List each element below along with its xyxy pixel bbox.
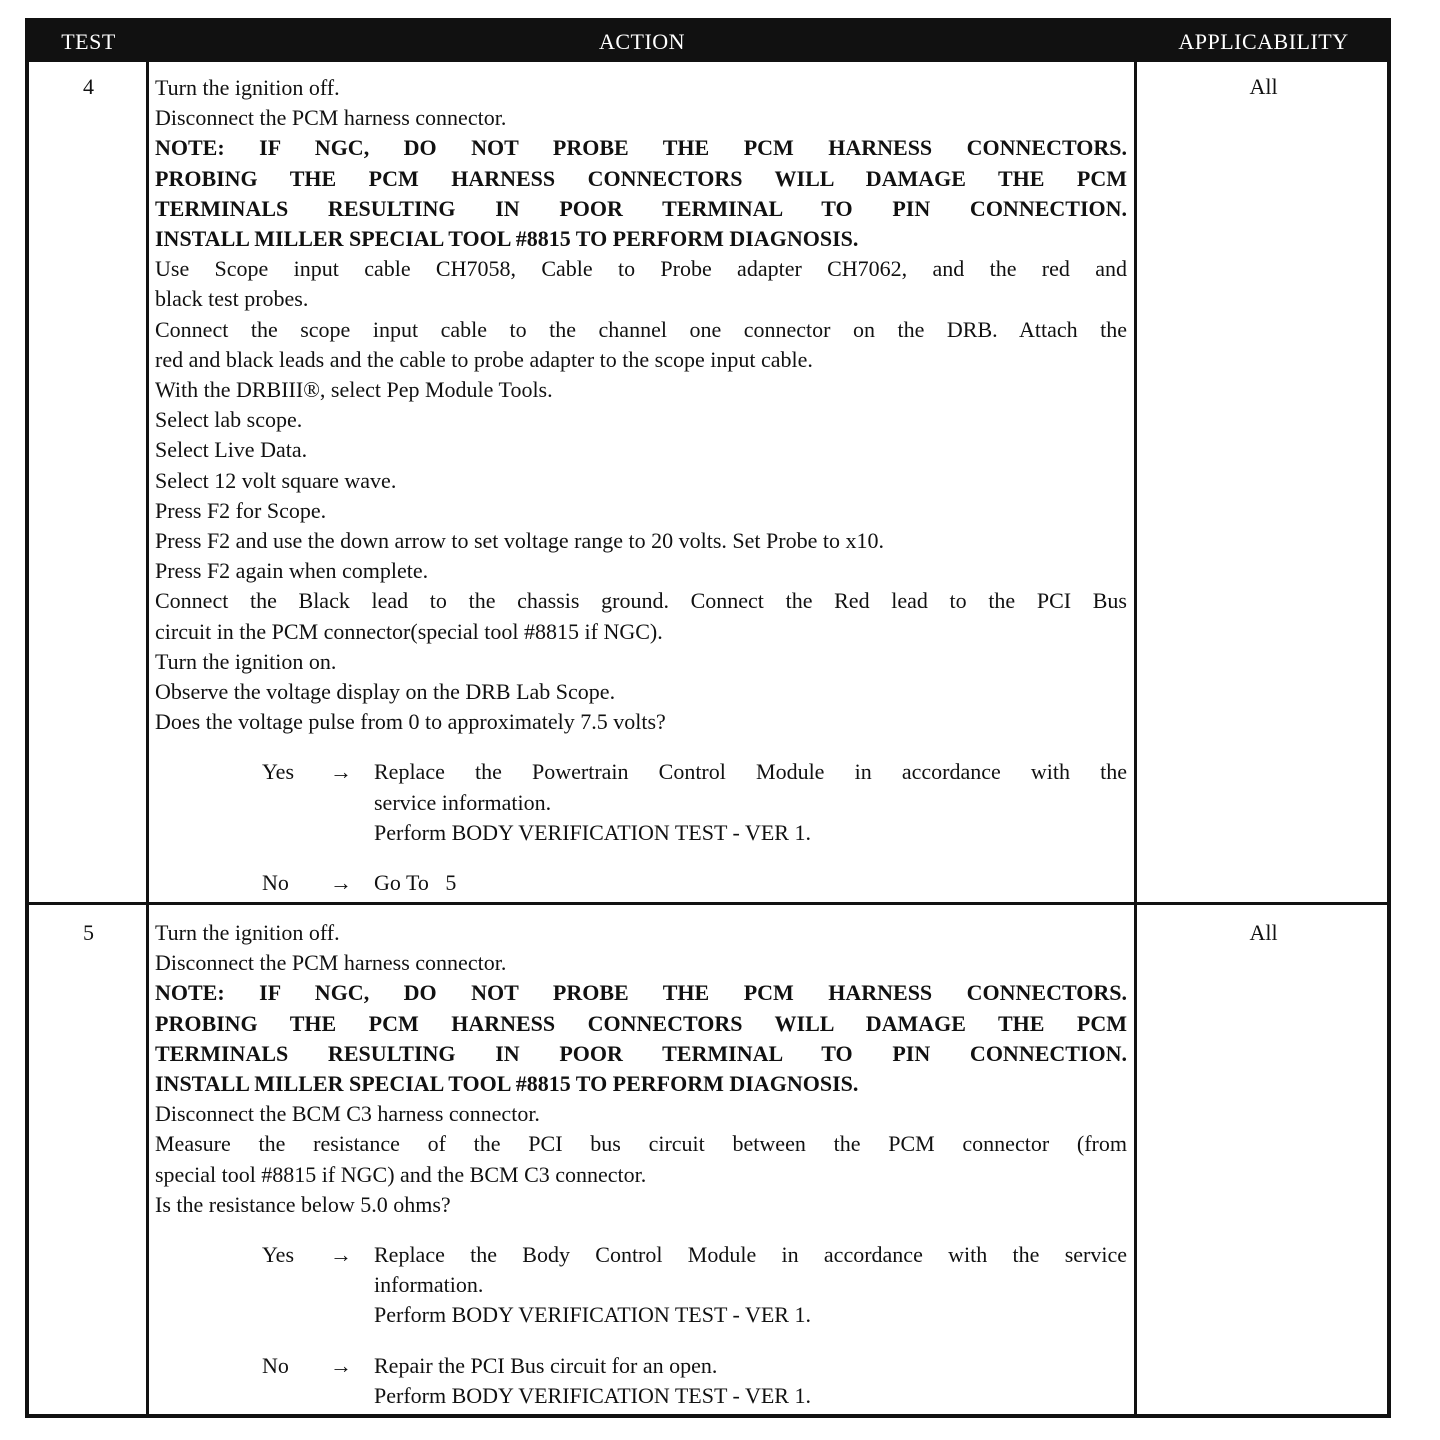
right-arrow-icon: → — [330, 759, 352, 785]
action-step: Observe the voltage display on the DRB Lab Scope. — [155, 679, 616, 705]
yes-label: Yes — [262, 759, 295, 785]
action-cell — [155, 73, 1127, 898]
table-header — [29, 22, 1387, 62]
response-line: Repair the PCI Bus circuit for an open. — [374, 1352, 718, 1378]
right-arrow-icon: → — [330, 1352, 352, 1378]
action-step: Select lab scope. — [155, 407, 303, 433]
action-step: Connect the Black lead to the chassis ground. Connect the Red lead to the PCI Bus — [155, 588, 1127, 614]
warning-note — [155, 133, 1127, 254]
column-divider — [1134, 62, 1137, 1414]
note-line: INSTALL MILLER SPECIAL TOOL #8815 TO PERFORM DIAGNOSIS. — [155, 226, 859, 252]
right-arrow-icon: → — [330, 870, 352, 896]
action-step: Measure the resistance of the PCI bus circuit between the PCM connector (from — [155, 1131, 1127, 1157]
action-paragraph — [155, 1129, 1127, 1189]
yes-response — [262, 1240, 1127, 1331]
header-applicability: APPLICABILITY — [1178, 29, 1349, 54]
yes-text — [374, 757, 1127, 848]
right-arrow-icon: → — [330, 1242, 352, 1268]
no-response — [262, 868, 1127, 898]
action-paragraph — [155, 254, 1127, 314]
warning-note — [155, 978, 1127, 1099]
action-step: black test probes. — [155, 286, 309, 312]
action-step: Is the resistance below 5.0 ohms? — [155, 1191, 451, 1217]
response-line: Perform BODY VERIFICATION TEST - VER 1. — [374, 1382, 811, 1408]
no-text — [374, 1351, 1127, 1411]
response-line: Replace the Body Control Module in accordance with the service — [374, 1242, 1127, 1268]
action-step: With the DRBIII®, select Pep Module Tools. — [155, 377, 553, 403]
action-step: Use Scope input cable CH7058, Cable to Probe adapter CH7062, and the red and — [155, 256, 1127, 282]
action-step: Disconnect the BCM C3 harness connector. — [155, 1101, 540, 1127]
note-line: TERMINALS RESULTING IN POOR TERMINAL TO PIN CONNECTION. — [155, 195, 1127, 221]
note-line: TERMINALS RESULTING IN POOR TERMINAL TO PIN CONNECTION. — [155, 1040, 1127, 1066]
action-step: Does the voltage pulse from 0 to approximately 7.5 volts? — [155, 709, 666, 735]
no-label: No — [262, 870, 289, 896]
diagnostic-table — [25, 18, 1391, 1418]
header-action: ACTION — [598, 29, 686, 54]
response-line: service information. — [374, 789, 552, 815]
action-step: Turn the ignition off. — [155, 920, 340, 945]
action-cell — [155, 918, 1127, 1411]
response-line: Perform BODY VERIFICATION TEST - VER 1. — [374, 1302, 811, 1328]
test-number: 5 — [83, 920, 94, 945]
no-response — [262, 1351, 1127, 1411]
yes-label: Yes — [262, 1242, 295, 1268]
action-step: Press F2 for Scope. — [155, 497, 327, 523]
no-text — [374, 868, 1127, 898]
action-step: Press F2 and use the down arrow to set voltage range to 20 volts. Set Probe to x10. — [155, 528, 884, 554]
action-step: Disconnect the PCM harness connector. — [155, 105, 507, 131]
note-line: PROBING THE PCM HARNESS CONNECTORS WILL DAMAGE THE PCM — [155, 1010, 1127, 1036]
applicability-value: All — [1249, 920, 1278, 945]
response-line: Go To 5 — [374, 870, 457, 896]
action-step: Turn the ignition on. — [155, 648, 337, 674]
response-line: Replace the Powertrain Control Module in accordance with the — [374, 759, 1127, 785]
yes-response — [262, 757, 1127, 848]
action-step: Select 12 volt square wave. — [155, 467, 397, 493]
action-step: Press F2 again when complete. — [155, 558, 429, 584]
note-line: NOTE: IF NGC, DO NOT PROBE THE PCM HARNESS CONNECTORS. — [155, 135, 1127, 161]
response-line: Perform BODY VERIFICATION TEST - VER 1. — [374, 819, 811, 845]
applicability-value: All — [1249, 74, 1278, 99]
action-step: Turn the ignition off. — [155, 75, 340, 100]
row-divider — [29, 902, 1387, 905]
action-step: Disconnect the PCM harness connector. — [155, 950, 507, 976]
action-paragraph — [155, 586, 1127, 646]
header-test: TEST — [61, 29, 116, 54]
action-step: Select Live Data. — [155, 437, 308, 463]
note-line: NOTE: IF NGC, DO NOT PROBE THE PCM HARNESS CONNECTORS. — [155, 980, 1127, 1006]
action-step: red and black leads and the cable to probe adapter to the scope input cable. — [155, 346, 813, 372]
column-divider — [146, 62, 149, 1414]
action-step: Connect the scope input cable to the channel one connector on the DRB. Attach the — [155, 316, 1127, 342]
note-line: INSTALL MILLER SPECIAL TOOL #8815 TO PERFORM DIAGNOSIS. — [155, 1071, 859, 1097]
action-step: circuit in the PCM connector(special tool #8815 if NGC). — [155, 618, 663, 644]
yes-text — [374, 1240, 1127, 1331]
response-line: information. — [374, 1272, 484, 1298]
action-paragraph — [155, 315, 1127, 375]
test-number: 4 — [83, 74, 94, 99]
no-label: No — [262, 1352, 289, 1378]
action-step: special tool #8815 if NGC) and the BCM C3 connector. — [155, 1161, 647, 1187]
note-line: PROBING THE PCM HARNESS CONNECTORS WILL DAMAGE THE PCM — [155, 165, 1127, 191]
